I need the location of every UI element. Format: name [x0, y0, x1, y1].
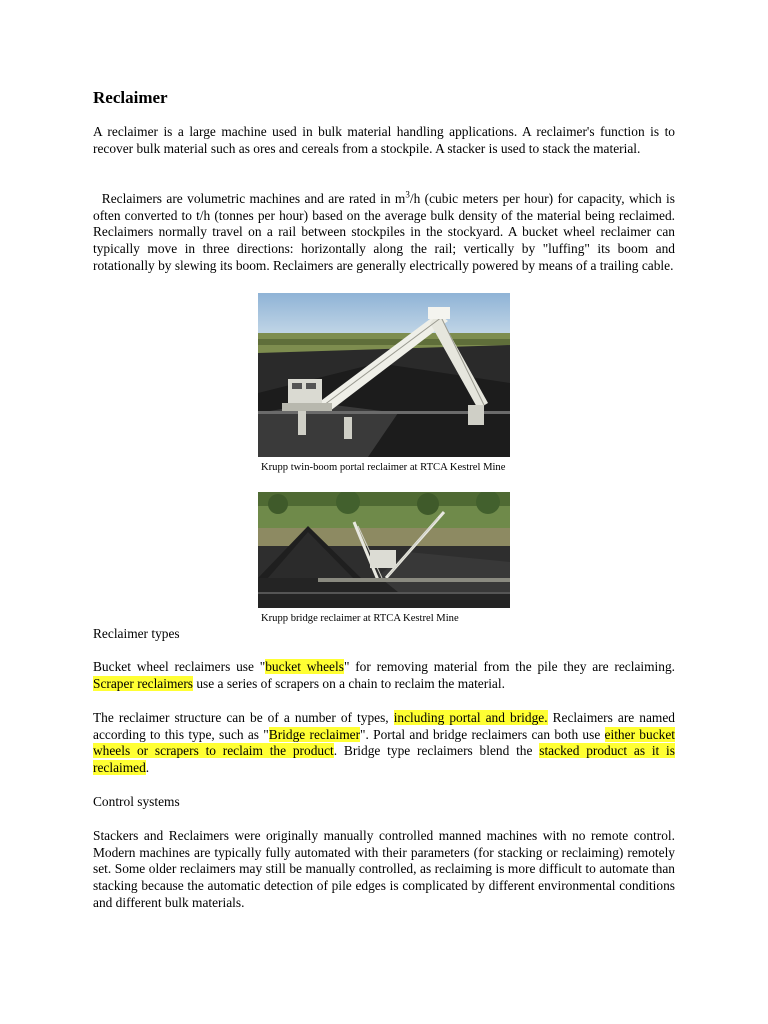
highlight-scraper-reclaimers: Scraper reclaimers	[93, 675, 193, 691]
structure-text-d: . Bridge type reclaimers blend the	[333, 743, 540, 759]
highlight-bucket-wheels: bucket wheels	[265, 659, 344, 674]
highlight-stacked-product: stacked product as it is reclaimed	[93, 743, 675, 776]
superscript-3: 3	[405, 189, 410, 200]
structure-text-e: .	[145, 760, 150, 776]
structure-text-c: ". Portal and bridge reclaimers can both use	[360, 726, 605, 742]
bridge-reclaimer-photo	[258, 492, 510, 608]
types-text-a: Bucket wheel reclaimers use "	[93, 659, 266, 674]
types-paragraph	[93, 659, 675, 692]
document-title: Reclaimer	[93, 88, 168, 107]
volumetric-text-a: Reclaimers are volumetric machines and are rated in m	[93, 191, 406, 206]
highlight-portal-bridge: including portal and bridge.	[393, 710, 548, 725]
control-paragraph: Stackers and Reclaimers were originally manually controlled manned machines with no remote control. Modern machines are typically fully automated with their parameters (for stacking or reclaiming) remotely set. Some older reclaimers may still be manually controlled, as reclaiming is more difficult to automate than stacking because the automatic detection of pile edges is complicated by different environmental conditions and different bulk materials.	[93, 828, 675, 910]
volumetric-paragraph	[93, 191, 675, 275]
bridge-reclaimer-caption: Krupp bridge reclaimer at RTCA Kestrel Mine	[261, 613, 459, 624]
figure-bridge-reclaimer	[258, 492, 512, 625]
structure-text-a: The reclaimer structure can be of a number of types,	[93, 710, 394, 725]
portal-reclaimer-image	[258, 293, 510, 457]
types-text-c: use a series of scrapers on a chain to reclaim the material.	[193, 675, 505, 691]
highlight-bucket-or-scrapers: either bucket wheels or scrapers to reclaim the product	[93, 726, 675, 759]
figure-portal-reclaimer	[258, 293, 512, 474]
structure-paragraph	[93, 710, 675, 777]
highlight-bridge-reclaimer: Bridge reclaimer	[268, 726, 361, 742]
heading-reclaimer-types: Reclaimer types	[93, 626, 180, 641]
types-text-b: " for removing material from the pile they are reclaiming.	[343, 659, 675, 674]
volumetric-text-b: /h (cubic meters per hour) for capacity, which is often converted to t/h (tonnes per hour) based on the average bulk density of the material being reclaimed. Reclaimers normally travel on a rail between stockpiles in the stockyard. A bucket wheel reclaimer can typically move in three directions: horizontally along the rail; vertically by "luffing" its boom and rotationally by slewing its boom. Reclaimers are generally electrically powered by means of a trailing cable.	[93, 191, 675, 273]
portal-reclaimer-caption: Krupp twin-boom portal reclaimer at RTCA Kestrel Mine	[261, 462, 506, 473]
bridge-reclaimer-image	[258, 492, 510, 608]
intro-paragraph: A reclaimer is a large machine used in bulk material handling applications. A reclaimer's function is to recover bulk material such as ores and cereals from a stockpile. A stacker is used to stack the material.	[93, 124, 675, 156]
structure-text-b: Reclaimers are named according to this type, such as "	[93, 710, 675, 742]
portal-reclaimer-photo	[258, 293, 510, 457]
heading-control-systems: Control systems	[93, 794, 180, 809]
